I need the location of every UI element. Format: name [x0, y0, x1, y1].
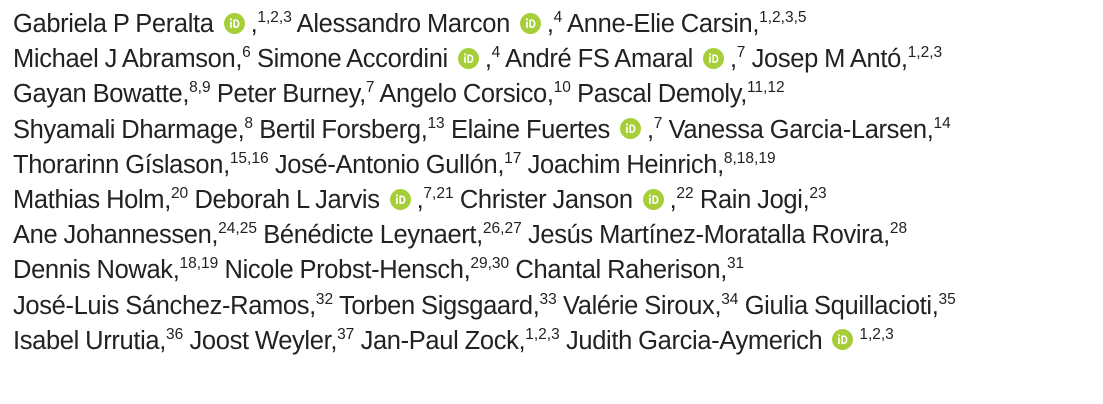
affiliation-superscript: 8: [244, 114, 253, 132]
author: Isabel Urrutia,$^{36}$: [13, 325, 184, 355]
orcid-icon[interactable]: [703, 48, 724, 69]
author-name: Chantal Raherison: [515, 256, 721, 285]
author: André FS Amaral ,$^7$: [505, 44, 746, 74]
author: Peter Burney,$^7$: [216, 79, 375, 109]
author: Simone Accordini ,$^4$: [256, 44, 501, 74]
author: Pascal Demoly,$^{11,12}$: [577, 79, 785, 109]
author: Jan-Paul Zock,$^{1,2,3}$: [360, 325, 560, 355]
author-name: José-Antonio Gullón: [274, 150, 498, 179]
author-line: [13, 324, 1098, 359]
author: Chantal Raherison,$^{31}$: [515, 255, 745, 285]
author: Jesús Martínez-Moratalla Rovira,$^{28}$: [527, 220, 908, 250]
author-line: [13, 183, 1098, 218]
author-name: Mathias Holm: [13, 185, 165, 214]
author-name: Vanessa Garcia-Larsen: [668, 115, 927, 144]
author: Joost Weyler,$^{37}$: [189, 325, 355, 355]
author-name: Christer Janson: [459, 185, 633, 214]
affiliation-superscript: 23: [809, 184, 827, 202]
affiliation-superscript: 35: [938, 290, 956, 308]
author: José-Luis Sánchez-Ramos,$^{32}$: [13, 290, 334, 320]
author: [566, 327, 894, 355]
author-name: Alessandro Marcon: [296, 10, 510, 38]
author-name: Joachim Heinrich: [527, 150, 718, 179]
affiliation-superscript: 7: [365, 79, 375, 97]
affiliation-superscript: 17: [504, 149, 522, 167]
author: Elaine Fuertes ,$^7$: [450, 114, 663, 144]
author-name: Isabel Urrutia: [13, 326, 160, 355]
orcid-icon[interactable]: [832, 329, 853, 350]
affiliation-superscript: 1,2,3: [907, 44, 943, 62]
affiliation-superscript: 1,2,3: [525, 325, 560, 343]
author-name: José-Luis Sánchez-Ramos: [13, 291, 310, 320]
author: Vanessa Garcia-Larsen,$^{14}$: [668, 114, 951, 144]
author-line: [13, 289, 1098, 324]
author-name: Deborah L Jarvis: [194, 185, 380, 214]
orcid-icon[interactable]: [224, 13, 245, 34]
affiliation-superscript: 36: [166, 325, 184, 343]
orcid-icon[interactable]: [390, 189, 411, 210]
author: Deborah L Jarvis ,$^{7,21}$: [194, 184, 454, 214]
affiliation-superscript: 4: [553, 9, 563, 26]
author: Shyamali Dharmage,$^8$: [13, 114, 253, 144]
author: Christer Janson ,$^{22}$: [459, 184, 694, 214]
affiliation-superscript: 34: [721, 290, 739, 308]
affiliation-superscript: 1,2,3: [257, 9, 292, 26]
author-name: Rain Jogi: [699, 185, 803, 214]
author-name: Valérie Siroux: [562, 291, 715, 320]
author: Giulia Squillacioti,$^{35}$: [744, 290, 956, 320]
author-name: Josep M Antó: [751, 45, 901, 74]
affiliation-superscript: 13: [427, 114, 445, 132]
affiliation-superscript: 6: [242, 44, 251, 62]
affiliation-superscript: 7: [653, 114, 663, 132]
author-name: Simone Accordini: [256, 45, 448, 74]
affiliation-superscript: 8,18,19: [723, 149, 776, 167]
author-name: Peter Burney: [216, 80, 360, 109]
affiliation-superscript: 10: [553, 79, 571, 97]
affiliation-superscript: 1,2,3,5: [759, 9, 807, 26]
affiliation-superscript: 7: [736, 44, 746, 62]
author-line: [13, 148, 1098, 183]
affiliation-superscript: 18,19: [179, 255, 219, 273]
author-name: André FS Amaral: [505, 45, 693, 74]
author-name: Ane Johannessen: [13, 221, 212, 250]
author-name: Bertil Forsberg: [259, 115, 421, 144]
author-name: Jesús Martínez-Moratalla Rovira: [527, 221, 884, 250]
author: Alessandro Marcon ,$^4$: [296, 9, 563, 38]
author-name: Anne-Elie Carsin: [567, 10, 753, 38]
author-name: Pascal Demoly: [577, 80, 741, 109]
orcid-icon[interactable]: [643, 189, 664, 210]
affiliation-superscript: 15,16: [229, 149, 269, 167]
author: Torben Sigsgaard,$^{33}$: [338, 290, 557, 320]
affiliation-superscript: 14: [933, 114, 951, 132]
affiliation-superscript: 28: [889, 220, 908, 238]
author-name: Nicole Probst-Hensch: [224, 256, 464, 285]
author-name: Bénédicte Leynaert: [263, 221, 477, 250]
author: Angelo Corsico,$^{10}$: [379, 79, 571, 109]
affiliation-superscript: 7,21: [423, 184, 454, 202]
affiliation-superscript: 31: [726, 255, 745, 273]
author: Valérie Siroux,$^{34}$: [562, 290, 739, 320]
author-name: Dennis Nowak: [13, 256, 173, 285]
author-line: [13, 42, 1098, 77]
author-name: Judith Garcia-Aymerich: [565, 326, 823, 355]
affiliation-superscript: 29,30: [470, 255, 510, 273]
author: Dennis Nowak,$^{18,19}$: [13, 255, 219, 285]
author-name: Elaine Fuertes: [450, 115, 610, 144]
affiliation-superscript: 33: [539, 290, 557, 308]
author: Michael J Abramson,$^6$: [13, 44, 251, 74]
author: Bénédicte Leynaert,$^{26,27}$: [263, 220, 522, 250]
affiliation-superscript: 32: [315, 290, 334, 308]
author-line: [13, 77, 1098, 112]
affiliation-superscript: 26,27: [482, 220, 522, 238]
author-name: Thorarinn Gíslason: [13, 150, 224, 179]
affiliation-superscript: 4: [491, 44, 501, 62]
affiliation-superscript: 8,9: [189, 79, 211, 97]
author-name: Giulia Squillacioti: [744, 291, 932, 320]
orcid-icon[interactable]: [620, 118, 641, 139]
author: Bertil Forsberg,$^{13}$: [259, 114, 445, 144]
author-line: [13, 253, 1098, 288]
author: José-Antonio Gullón,$^{17}$: [274, 149, 522, 179]
author: Gayan Bowatte,$^{8,9}$: [13, 79, 211, 109]
author-name: Angelo Corsico: [379, 80, 547, 109]
affiliation-superscript: 20: [170, 184, 189, 202]
author: Anne-Elie Carsin,$^{1,2,3,5}$: [567, 9, 807, 38]
author-name: Gabriela P Peralta: [13, 10, 214, 38]
author-list: [13, 7, 1098, 359]
author-line: [13, 113, 1098, 148]
author: Josep M Antó,$^{1,2,3}$: [751, 44, 943, 74]
affiliation-superscript: 11,12: [746, 79, 785, 97]
author-line: [13, 7, 1098, 42]
affiliation-superscript: 22: [676, 184, 694, 202]
author: Gabriela P Peralta ,$^{1,2,3}$: [13, 9, 292, 38]
author-name: Torben Sigsgaard: [338, 291, 533, 320]
author: Thorarinn Gíslason,$^{15,16}$: [13, 149, 269, 179]
author: Nicole Probst-Hensch,$^{29,30}$: [224, 255, 510, 285]
author-name: Shyamali Dharmage: [13, 115, 238, 144]
author-name: Michael J Abramson: [13, 45, 236, 74]
author: Joachim Heinrich,$^{8,18,19}$: [527, 149, 776, 179]
author-name: Gayan Bowatte: [13, 80, 183, 109]
affiliation-superscript: 37: [337, 325, 355, 343]
author: Rain Jogi,$^{23}$: [699, 184, 827, 214]
affiliation-superscript: 1,2,3: [859, 325, 894, 343]
orcid-icon[interactable]: [458, 48, 479, 69]
author-name: Joost Weyler: [189, 326, 331, 355]
orcid-icon[interactable]: [520, 13, 541, 34]
author: Ane Johannessen,$^{24,25}$: [13, 220, 257, 250]
author-name: Jan-Paul Zock: [360, 326, 519, 355]
author-line: [13, 218, 1098, 253]
affiliation-superscript: 24,25: [218, 220, 257, 238]
author: Mathias Holm,$^{20}$: [13, 184, 189, 214]
